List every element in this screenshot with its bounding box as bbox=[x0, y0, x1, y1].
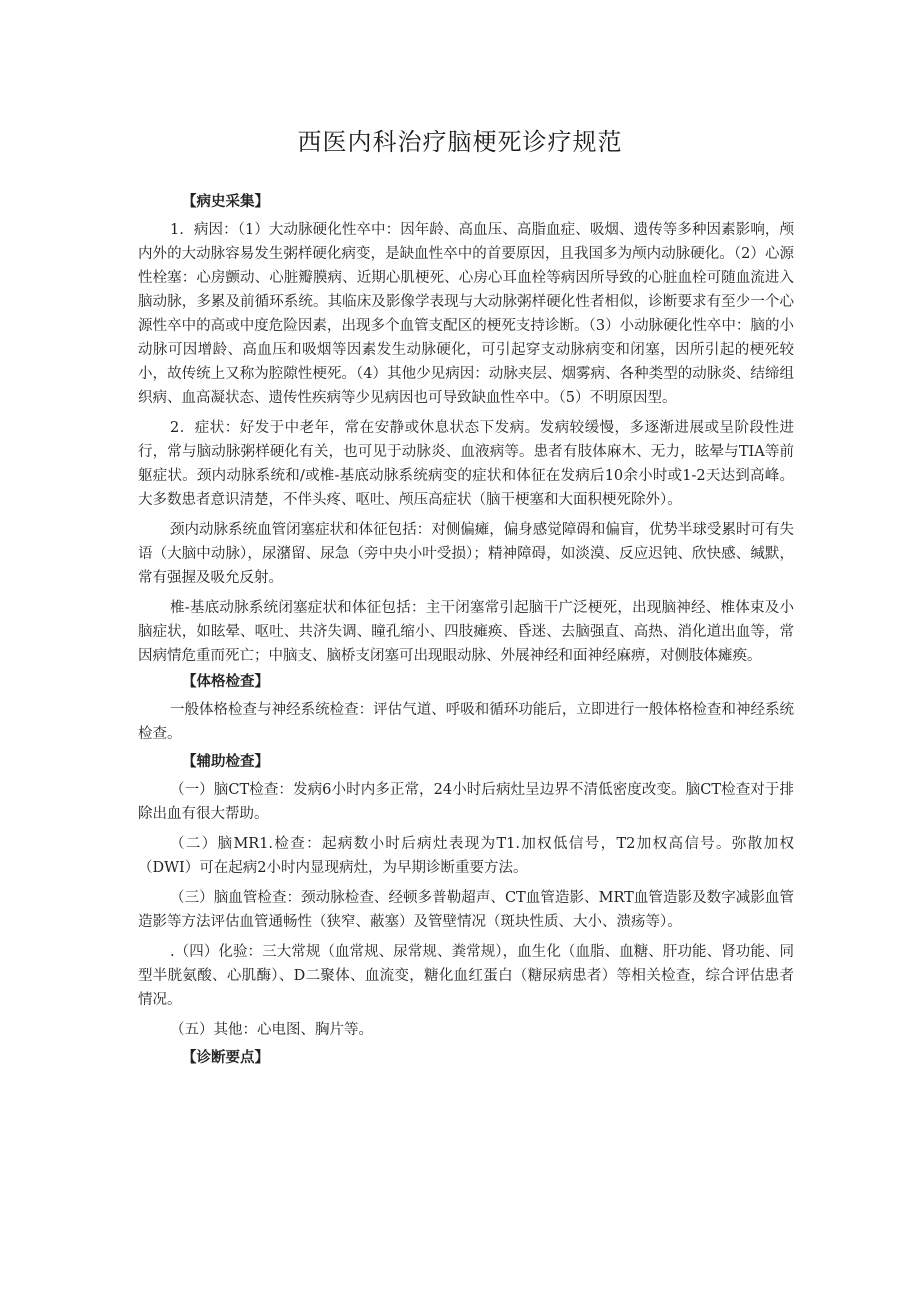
section-heading-history: 【病史采集】 bbox=[182, 194, 269, 210]
document-body bbox=[138, 190, 794, 1074]
paragraph-mri: （二）脑MR1.检查：起病数小时后病灶表现为T1.加权低信号，T2加权高信号。弥散加权（DWI）可在起病2小时内显现病灶，为早期诊断重要方法。 bbox=[138, 836, 794, 876]
paragraph-symptoms: 2．症状：好发于中老年，常在安静或休息状态下发病。发病较缓慢，多逐渐进展或呈阶段性进行，常与脑动脉粥样硬化有关，也可见于动脉炎、血液病等。患者有肢体麻木、无力，眩晕与TIA等前躯症状。颈内动脉系统和/或椎-基底动脉系统病变的症状和体征在发病后10余小时或1-2天达到高峰。大多数患者意识清楚，不伴头疼、呕吐、颅压高症状（脑干梗塞和大面积梗死除外）。 bbox=[138, 420, 794, 508]
paragraph-vascular: （三）脑血管检查：颈动脉检查、经顿多普勒超声、CT血管造影、MRT血管造影及数字减影血管造影等方法评估血管通畅性（狭窄、蔽塞）及管壁情况（斑块性质、大小、溃疡等）。 bbox=[138, 890, 794, 930]
section-heading-exam: 【体格检查】 bbox=[182, 674, 269, 690]
document-title: 西医内科治疗脑梗死诊疗规范 bbox=[297, 128, 623, 156]
paragraph-labs: .（四）化验：三大常规（血常规、尿常规、粪常规），血生化（血脂、血糖、肝功能、肾功能、同型半胱氨酸、心肌酶）、D二聚体、血流变，糖化血红蛋白（糖尿病患者）等相关检查，综合评估患者情况。 bbox=[138, 944, 794, 1008]
paragraph-other: （五）其他：心电图、胸片等。 bbox=[170, 1022, 373, 1038]
section-heading-aux: 【辅助检查】 bbox=[182, 754, 269, 770]
paragraph-vertebrobasilar-system: 椎-基底动脉系统闭塞症状和体征包括：主干闭塞常引起脑干广泛梗死，出现脑神经、椎体束及小脑症状，如眩晕、呕吐、共济失调、瞳孔缩小、四肢瘫痪、昏迷、去脑强直、高热、消化道出血等，常因病情危重而死亡；中脑支、脑桥支闭塞可出现眼动脉、外展神经和面神经麻痹，对侧肢体瘫痪。 bbox=[138, 600, 794, 664]
section-heading-diagnosis: 【诊断要点】 bbox=[182, 1050, 269, 1066]
paragraph-ct: （一）脑CT检查：发病6小时内多正常，24小时后病灶呈边界不清低密度改变。脑CT检查对于排除出血有很大帮助。 bbox=[138, 782, 794, 822]
paragraph-carotid-system: 颈内动脉系统血管闭塞症状和体征包括：对侧偏瘫，偏身感觉障碍和偏盲，优势半球受累时可有失语（大脑中动脉），尿潴留、尿急（旁中央小叶受损）；精神障碍，如淡漠、反应迟钝、欣快感、缄默，常有强握及吸允反射。 bbox=[138, 522, 794, 586]
paragraph-etiology: 1．病因：（1）大动脉硬化性卒中：因年龄、高血压、高脂血症、吸烟、遗传等多种因素影响，颅内外的大动脉容易发生粥样硬化病变，是缺血性卒中的首要原因，且我国多为颅内动脉硬化。（2）心源性栓塞：心房颤动、心脏瓣膜病、近期心肌梗死、心房心耳血栓等病因所导致的心脏血栓可随血流进入脑动脉，多累及前循环系统。其临床及影像学表现与大动脉粥样硬化性者相似，诊断要求有至少一个心源性卒中的高或中度危险因素，出现多个血管支配区的梗死支持诊断。（3）小动脉硬化性卒中：脑的小动脉可因增龄、高血压和吸烟等因素发生动脉硬化，可引起穿支动脉病变和闭塞，因所引起的梗死较小，故传统上又称为腔隙性梗死。（4）其他少见病因：动脉夹层、烟雾病、各种类型的动脉炎、结缔组织病、血高凝状态、遗传性疾病等少见病因也可导致缺血性卒中。（5）不明原因型。 bbox=[138, 222, 794, 406]
paragraph-physical-exam: 一般体格检查与神经系统检查：评估气道、呼吸和循环功能后，立即进行一般体格检查和神经系统检查。 bbox=[138, 702, 794, 742]
